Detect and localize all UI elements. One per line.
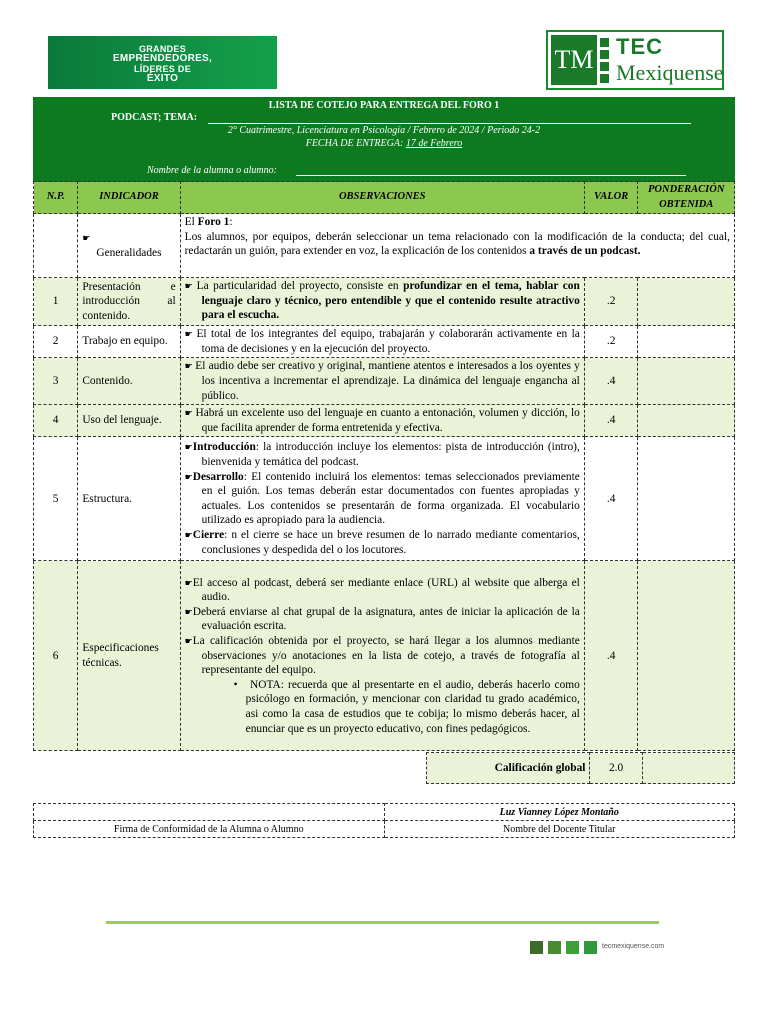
emprendedores-banner	[48, 36, 277, 89]
footer-square	[566, 941, 579, 954]
row-number: 4	[34, 405, 78, 437]
tec-mexiquense-logo	[546, 30, 724, 90]
row-score	[638, 278, 735, 326]
leaf-pointer-icon: ☛	[184, 281, 197, 292]
row-indicator: Especificaciones técnicas.	[78, 561, 180, 751]
student-name-label: Nombre de la alumna o alumno:	[147, 165, 277, 176]
row-observation: ☛ La particularidad del proyecto, consiste en profundizar en el tema, hablar con lenguaje claro y técnico, pero entendible y que el contenido resulte atractivo para el escucha.	[180, 278, 584, 326]
row-value: .4	[584, 437, 638, 561]
table-row	[34, 437, 735, 561]
general-text-bold: a través de un podcast.	[529, 245, 641, 258]
table-row	[34, 358, 735, 405]
student-name-line	[296, 175, 686, 176]
table-row	[34, 405, 735, 437]
table-header-row	[34, 182, 735, 214]
course-details: 2° Cuatrimestre, Licenciatura en Psicología / Febrero de 2024 / Periodo 24-2	[227, 125, 541, 136]
col-np: N.P.	[34, 182, 78, 214]
banner-line: ÉXITO	[146, 73, 179, 84]
tm-mark: TM	[551, 35, 597, 85]
row-indicator: Trabajo en equipo.	[78, 326, 180, 358]
row-indicator: Presentación e introducción al contenido.	[78, 278, 180, 326]
row-indicator: Estructura.	[78, 437, 180, 561]
row-observation: ☛ El audio debe ser creativo y original, mantiene atentos e interesados a los oyentes y los incentiva a incrementar el aprendizaje. La dinámica del lenguaje engancha al público.	[180, 358, 584, 405]
podcast-topic-label: PODCAST; TEMA:	[111, 112, 198, 123]
col-observaciones: OBSERVACIONES	[180, 182, 584, 214]
row-number: 5	[34, 437, 78, 561]
row-observation: ☛El acceso al podcast, deberá ser mediante enlace (URL) al website que alberga el audio. ☛Deberá enviarse al chat grupal de la asignatura, antes de iniciar la aplicación de la evaluación escrita. ☛La calificación obtenida por el proyecto, se hará llegar a los alumnos mediante observaciones y/o anotaciones en la lista de cotejo, a través de fotografía al representante del equipo. • NOTA: recuerda que al presentarte en el audio, deberás hacerlo como psicólogo en formación, y mencionar con claridad tu grado académico, asi como la casa de estudios que te cobija; lo mismo deberás hacer, al enunciar que es un proyecto educativo, con fines pedagógicos.	[180, 561, 584, 751]
general-text: Los alumnos, por equipos, deberán seleccionar un tema relacionado con la modificación de la conducta; del cual, redactarán un guión, para extender en voz, la explicación de los contenidos	[184, 230, 730, 258]
footer-square	[584, 941, 597, 954]
row-score	[638, 358, 735, 405]
footer-divider	[106, 921, 659, 924]
row-score	[638, 437, 735, 561]
indicator-generalidades	[78, 214, 180, 278]
leaf-pointer-icon: ☛	[184, 329, 197, 340]
due-date	[33, 138, 735, 149]
row-score	[638, 561, 735, 751]
banner-line: GRANDES	[138, 44, 187, 54]
student-signature-field[interactable]	[34, 804, 385, 821]
leaf-pointer-icon: ☛	[184, 606, 193, 617]
table-row-general	[34, 214, 735, 278]
general-label: Generalidades	[96, 246, 162, 259]
col-ponderacion: PONDERACIÓN OBTENIDA	[638, 182, 735, 214]
logo-squares	[600, 38, 610, 86]
footer-url: tecmexiquense.com	[602, 943, 665, 950]
leaf-pointer-icon: ☛	[184, 361, 196, 372]
row-number: 3	[34, 358, 78, 405]
leaf-pointer-icon: ☛	[184, 471, 193, 482]
table-row	[34, 278, 735, 326]
leaf-pointer-icon: ☛	[82, 233, 91, 244]
logo-tec: TEC	[616, 34, 663, 59]
logo-mexiquense: Mexiquense	[616, 60, 724, 85]
banner-line: LÍDERES DE	[133, 64, 191, 74]
checklist-title: LISTA DE COTEJO PARA ENTREGA DEL FORO 1	[268, 100, 500, 111]
leaf-pointer-icon: ☛	[184, 577, 193, 588]
teacher-label: Nombre del Docente Titular	[384, 821, 735, 838]
row-observation: ☛ El total de los integrantes del equipo, trabajarán y colaborarán activamente en la toma de decisiones y en la ejecución del proyecto.	[180, 326, 584, 358]
general-observations: El Foro 1: Los alumnos, por equipos, deberán seleccionar un tema relacionado con la modificación de la conducta; del cual, redactarán un guión, para extender en voz, la explicación de los contenidos a través de un podcast.	[180, 214, 734, 278]
leaf-pointer-icon: ☛	[184, 442, 193, 453]
note-item: • NOTA: recuerda que al presentarte en el audio, deberás hacerlo como psicólogo en formación, y mencionar con claridad tu grado académico, asi como la casa de estudios que te cobija; lo mismo deberás hacer, al enunciar que es un proyecto educativo, con fines pedagógicos.	[233, 678, 580, 735]
global-grade-score	[642, 753, 734, 784]
footer-square	[530, 941, 543, 954]
table-row	[34, 561, 735, 751]
signature-table	[33, 803, 735, 838]
row-value: .2	[584, 326, 638, 358]
teacher-name: Luz Vianney López Montaño	[384, 804, 735, 821]
row-observation: ☛ Habrá un excelente uso del lenguaje en cuanto a entonación, volumen y dicción, lo que facilita aprender de forma entretenida y efectiva.	[180, 405, 584, 437]
leaf-pointer-icon: ☛	[184, 530, 193, 541]
banner-line: EMPRENDEDORES,	[112, 53, 213, 64]
topic-line	[208, 123, 691, 124]
due-date-value: 17 de Febrero	[405, 138, 463, 149]
row-value: .2	[584, 278, 638, 326]
row-observation: ☛Introducción: la introducción incluye los elementos: pista de introducción (intro), bienvenida y temática del podcast. ☛Desarrollo: El contenido incluirá los elementos: temas seleccionados previamente en el guión. Los temas deberán estar documentados con fuentes apropiadas y actuales. Los contenidos se presentarán de forma organizada. El vocabulario utilizado es apropiado para la audiencia. ☛Cierre: n el cierre se hace un breve resumen de lo narrado mediante comentarios, conclusiones y despedida del o los locutores.	[180, 437, 584, 561]
row-number: 2	[34, 326, 78, 358]
checklist-table	[33, 181, 735, 751]
leaf-pointer-icon: ☛	[184, 408, 196, 419]
global-grade-value: 2.0	[590, 753, 642, 784]
row-value: .4	[584, 561, 638, 751]
footer-square	[548, 941, 561, 954]
row-number: 6	[34, 561, 78, 751]
row-value: .4	[584, 358, 638, 405]
row-value: .4	[584, 405, 638, 437]
row-score	[638, 326, 735, 358]
row-number: 1	[34, 278, 78, 326]
col-valor: VALOR	[584, 182, 638, 214]
leaf-pointer-icon: ☛	[184, 635, 193, 646]
checklist-header	[33, 97, 735, 182]
row-indicator: Contenido.	[78, 358, 180, 405]
due-date-label: FECHA DE ENTREGA:	[305, 138, 406, 149]
table-row	[34, 326, 735, 358]
global-grade	[426, 752, 735, 784]
global-grade-label: Calificación global	[427, 753, 590, 784]
student-signature-label: Firma de Conformidad de la Alumna o Alumno	[34, 821, 385, 838]
row-indicator: Uso del lenguaje.	[78, 405, 180, 437]
row-score	[638, 405, 735, 437]
col-indicador: INDICADOR	[78, 182, 180, 214]
